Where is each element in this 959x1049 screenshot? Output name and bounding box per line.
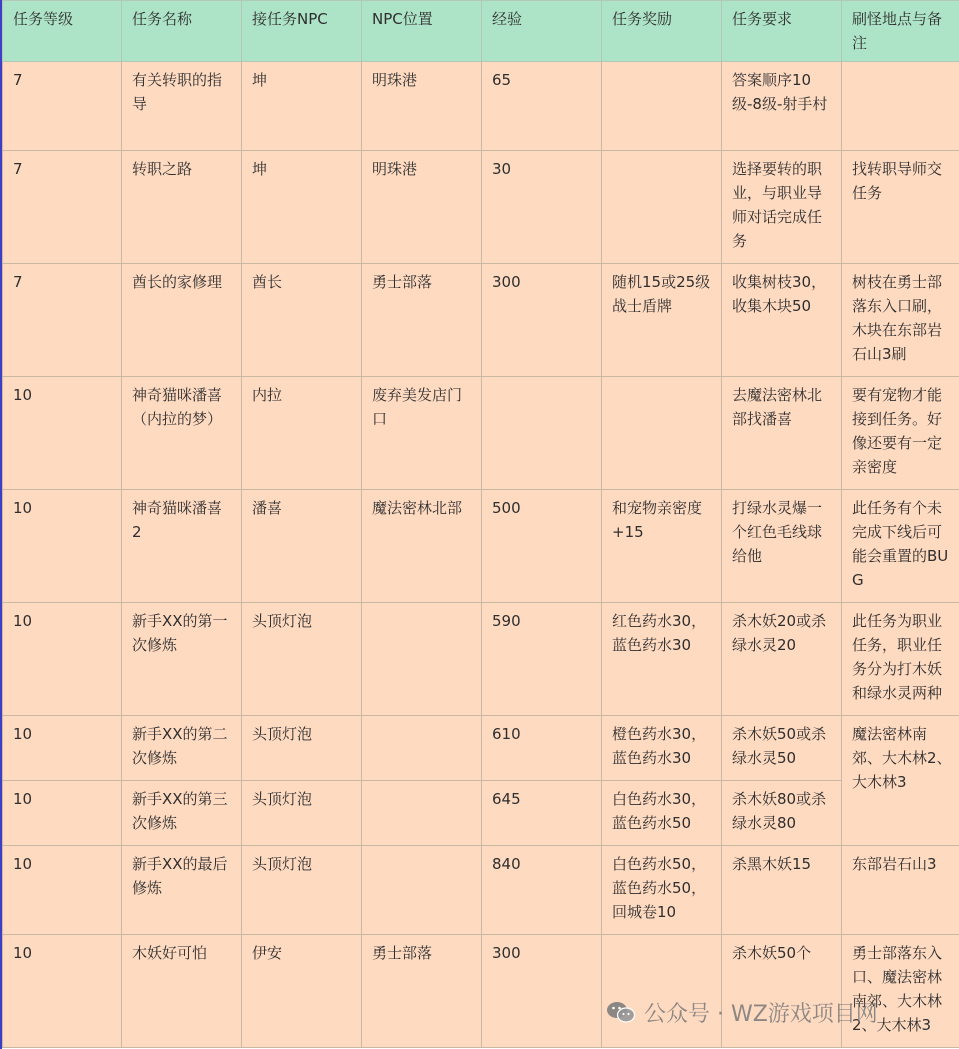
cell-location bbox=[362, 781, 482, 846]
table-row bbox=[3, 781, 959, 846]
cell-reward bbox=[602, 935, 722, 1048]
cell-npc: 伊安 bbox=[242, 935, 362, 1048]
cell-location: 勇士部落 bbox=[362, 935, 482, 1048]
cell-reward bbox=[602, 377, 722, 490]
cell-requirement: 杀木妖50个 bbox=[722, 935, 842, 1048]
cell-reward: 橙色药水30，蓝色药水30 bbox=[602, 716, 722, 781]
header-exp: 经验 bbox=[482, 1, 602, 62]
cell-npc: 酋长 bbox=[242, 264, 362, 377]
cell-reward: 和宠物亲密度+15 bbox=[602, 490, 722, 603]
cell-note: 找转职导师交任务 bbox=[842, 151, 959, 264]
table-row bbox=[3, 935, 959, 1048]
cell-note: 要有宠物才能接到任务。好像还要有一定亲密度 bbox=[842, 377, 959, 490]
cell-note: 勇士部落东入口、魔法密林南郊、大木林2、大木林3 bbox=[842, 935, 959, 1048]
header-name: 任务名称 bbox=[122, 1, 242, 62]
cell-name: 神奇猫咪潘喜2 bbox=[122, 490, 242, 603]
cell-requirement: 杀木妖80或杀绿水灵80 bbox=[722, 781, 842, 846]
cell-exp: 645 bbox=[482, 781, 602, 846]
cell-name: 木妖好可怕 bbox=[122, 935, 242, 1048]
cell-note: 此任务有个未完成下线后可能会重置的BUG bbox=[842, 490, 959, 603]
cell-level: 7 bbox=[3, 151, 122, 264]
cell-exp bbox=[482, 377, 602, 490]
watermark-text: 公众号 · WZ游戏项目网 bbox=[644, 1001, 878, 1027]
header-level: 任务等级 bbox=[3, 1, 122, 62]
header-reward: 任务奖励 bbox=[602, 1, 722, 62]
cell-location: 勇士部落 bbox=[362, 264, 482, 377]
cell-npc: 头顶灯泡 bbox=[242, 603, 362, 716]
cell-location: 明珠港 bbox=[362, 62, 482, 151]
cell-reward: 随机15或25级战士盾牌 bbox=[602, 264, 722, 377]
table-row bbox=[3, 490, 959, 603]
cell-exp: 840 bbox=[482, 846, 602, 935]
cell-npc: 坤 bbox=[242, 151, 362, 264]
cell-level: 10 bbox=[3, 846, 122, 935]
cell-level: 10 bbox=[3, 603, 122, 716]
table-row bbox=[3, 603, 959, 716]
cell-exp: 65 bbox=[482, 62, 602, 151]
cell-level: 10 bbox=[3, 935, 122, 1048]
cell-reward: 白色药水30，蓝色药水50 bbox=[602, 781, 722, 846]
cell-npc: 头顶灯泡 bbox=[242, 846, 362, 935]
cell-requirement: 收集树枝30，收集木块50 bbox=[722, 264, 842, 377]
cell-requirement: 杀木妖20或杀绿水灵20 bbox=[722, 603, 842, 716]
cell-name: 新手XX的第三次修炼 bbox=[122, 781, 242, 846]
cell-location: 废弃美发店门口 bbox=[362, 377, 482, 490]
cell-name: 新手XX的最后修炼 bbox=[122, 846, 242, 935]
cell-note: 魔法密林南郊、大木林2、大木林3 bbox=[842, 716, 959, 846]
cell-exp: 30 bbox=[482, 151, 602, 264]
cell-name: 酋长的家修理 bbox=[122, 264, 242, 377]
cell-npc: 坤 bbox=[242, 62, 362, 151]
header-npc: 接任务NPC bbox=[242, 1, 362, 62]
header-location: NPC位置 bbox=[362, 1, 482, 62]
table-row bbox=[3, 846, 959, 935]
cell-note: 此任务为职业任务，职业任务分为打木妖和绿水灵两种 bbox=[842, 603, 959, 716]
cell-name: 有关转职的指导 bbox=[122, 62, 242, 151]
cell-requirement: 杀木妖50或杀绿水灵50 bbox=[722, 716, 842, 781]
cell-location bbox=[362, 846, 482, 935]
cell-npc: 头顶灯泡 bbox=[242, 716, 362, 781]
cell-level: 10 bbox=[3, 490, 122, 603]
cell-requirement: 选择要转的职业，与职业导师对话完成任务 bbox=[722, 151, 842, 264]
cell-location: 明珠港 bbox=[362, 151, 482, 264]
cell-requirement: 杀黑木妖15 bbox=[722, 846, 842, 935]
header-note: 刷怪地点与备注 bbox=[842, 1, 959, 62]
cell-level: 10 bbox=[3, 716, 122, 781]
cell-note bbox=[842, 62, 959, 151]
table-row bbox=[3, 62, 959, 151]
cell-name: 神奇猫咪潘喜（内拉的梦） bbox=[122, 377, 242, 490]
cell-location: 魔法密林北部 bbox=[362, 490, 482, 603]
table-row bbox=[3, 151, 959, 264]
cell-reward: 白色药水50，蓝色药水50，回城卷10 bbox=[602, 846, 722, 935]
cell-exp: 500 bbox=[482, 490, 602, 603]
cell-name: 新手XX的第一次修炼 bbox=[122, 603, 242, 716]
cell-npc: 头顶灯泡 bbox=[242, 781, 362, 846]
cell-npc: 内拉 bbox=[242, 377, 362, 490]
cell-level: 7 bbox=[3, 264, 122, 377]
cell-name: 新手XX的第二次修炼 bbox=[122, 716, 242, 781]
cell-npc: 潘喜 bbox=[242, 490, 362, 603]
cell-exp: 590 bbox=[482, 603, 602, 716]
cell-exp: 610 bbox=[482, 716, 602, 781]
cell-level: 10 bbox=[3, 781, 122, 846]
cell-exp: 300 bbox=[482, 935, 602, 1048]
table-row bbox=[3, 264, 959, 377]
cell-location bbox=[362, 716, 482, 781]
cell-reward bbox=[602, 151, 722, 264]
table-row bbox=[3, 716, 959, 781]
cell-requirement: 打绿水灵爆一个红色毛线球给他 bbox=[722, 490, 842, 603]
cell-requirement: 答案顺序10级-8级-射手村 bbox=[722, 62, 842, 151]
cell-level: 7 bbox=[3, 62, 122, 151]
cell-requirement: 去魔法密林北部找潘喜 bbox=[722, 377, 842, 490]
cell-reward bbox=[602, 62, 722, 151]
cell-note: 树枝在勇士部落东入口刷，木块在东部岩石山3刷 bbox=[842, 264, 959, 377]
cell-reward: 红色药水30，蓝色药水30 bbox=[602, 603, 722, 716]
cell-location bbox=[362, 603, 482, 716]
table-row bbox=[3, 377, 959, 490]
cell-level: 10 bbox=[3, 377, 122, 490]
header-requirement: 任务要求 bbox=[722, 1, 842, 62]
cell-name: 转职之路 bbox=[122, 151, 242, 264]
quest-table bbox=[2, 0, 959, 1048]
table-header-row bbox=[3, 1, 959, 62]
cell-exp: 300 bbox=[482, 264, 602, 377]
cell-note: 东部岩石山3 bbox=[842, 846, 959, 935]
